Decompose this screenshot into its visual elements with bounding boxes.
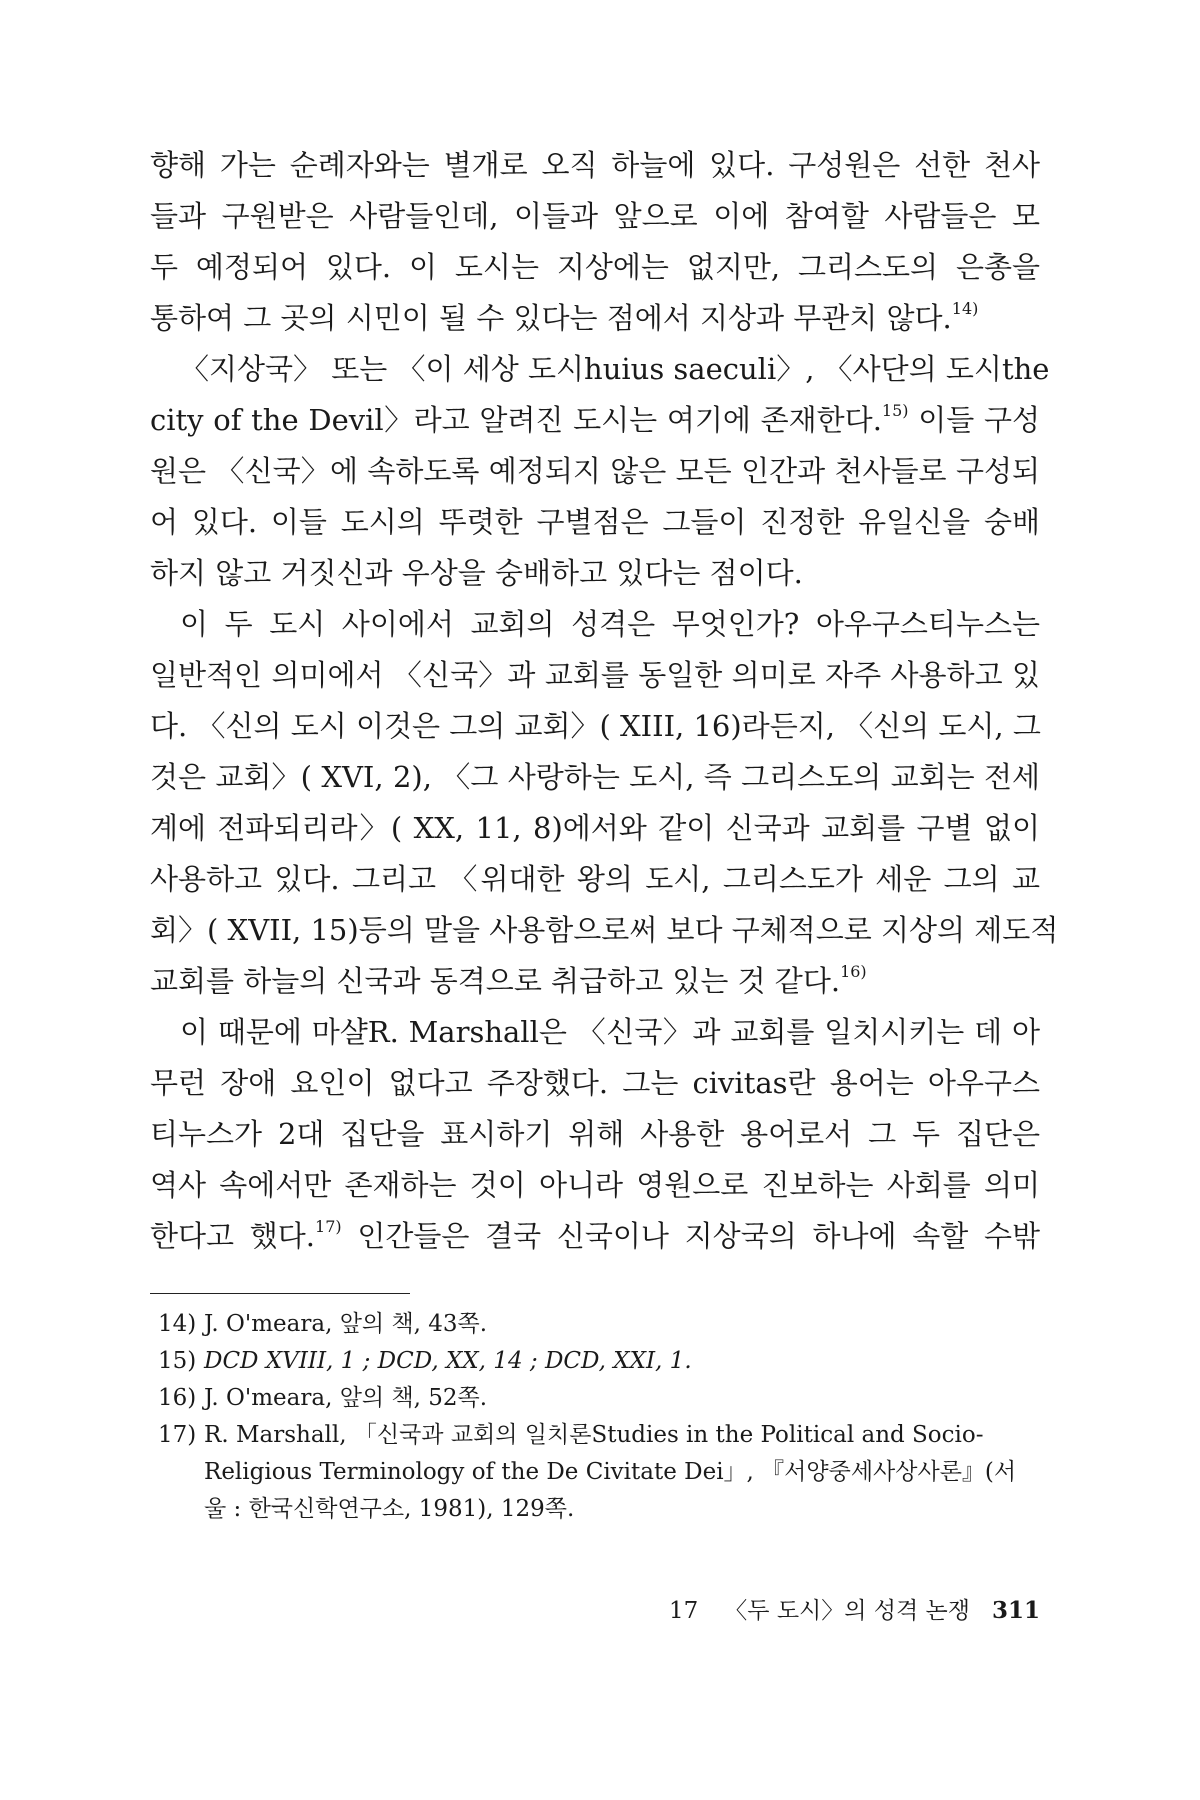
footnote-17-continued: Religious Terminology of the De Civitate Dei」, 『서양중세사상사론』(서 <box>204 1459 1017 1485</box>
running-footer <box>669 1592 1040 1625</box>
footnote-16 <box>158 1380 1058 1417</box>
page-number: 311 <box>991 1597 1040 1624</box>
footnote-text: DCD XVIII, 1 ; DCD, XX, 14 ; DCD, XXI, 1. <box>204 1348 692 1374</box>
text-line: 교회를 하늘의 신국과 동격으로 취급하고 있는 것 같다.$^{16)}$ <box>150 962 867 998</box>
text-line: 어 있다. 이들 도시의 뚜렷한 구별점은 그들이 진정한 유일신을 숭배 <box>150 505 1040 539</box>
text-line: 통하여 그 곳의 시민이 될 수 있다는 점에서 지상과 무관치 않다.$^{14)}$ <box>150 299 979 335</box>
text-line: 사용하고 있다. 그리고 〈위대한 왕의 도시, 그리스도가 세운 그의 교 <box>150 862 1040 896</box>
footnote-ref-15[interactable]: 15) <box>881 401 909 420</box>
footnote-text: J. O'meara, 앞의 책, 43쪽. <box>204 1311 488 1337</box>
footnote-ref-16[interactable]: 16) <box>840 962 867 981</box>
text-line: 두 예정되어 있다. 이 도시는 지상에는 없지만, 그리스도의 은총을 <box>150 250 1040 284</box>
footnote-number: 16) <box>158 1385 197 1411</box>
footnote-number: 17) <box>158 1422 197 1448</box>
footnote-ref-14[interactable]: 14) <box>951 299 979 318</box>
chapter-title: 〈두 도시〉의 성격 논쟁 <box>724 1598 970 1624</box>
text-line: 이 두 도시 사이에서 교회의 성격은 무엇인가? 아우구스티누스는 <box>180 607 1040 641</box>
text-line: 한다고 했다.$^{17)}$ 인간들은 결국 신국이나 지상국의 하나에 속할 수밖 <box>150 1217 1040 1253</box>
footnote-divider <box>150 1293 410 1294</box>
footnote-number: 15) <box>158 1348 197 1374</box>
text-line: 원은 〈신국〉에 속하도록 예정되지 않은 모든 인간과 천사들로 구성되 <box>150 454 1040 488</box>
footnote-14 <box>158 1306 1058 1343</box>
footnote-text: J. O'meara, 앞의 책, 52쪽. <box>204 1385 488 1411</box>
text-line: 일반적인 의미에서 〈신국〉과 교회를 동일한 의미로 자주 사용하고 있 <box>150 658 1040 692</box>
text-line: 하지 않고 거짓신과 우상을 숭배하고 있다는 점이다. <box>150 556 803 590</box>
text-line: 계에 전파되리라〉( XX, 11, 8)에서와 같이 신국과 교회를 구별 없이 <box>150 811 1040 845</box>
text-line: 것은 교회〉( XVI, 2), 〈그 사랑하는 도시, 즉 그리스도의 교회는 전세 <box>150 760 1040 794</box>
body-text <box>150 140 1059 1262</box>
footnote-15 <box>158 1343 1058 1380</box>
text-line: 무런 장애 요인이 없다고 주장했다. 그는 civitas란 용어는 아우구스 <box>150 1066 1040 1100</box>
text-line: 향해 가는 순례자와는 별개로 오직 하늘에 있다. 구성원은 선한 천사 <box>150 148 1040 182</box>
text-line: 들과 구원받은 사람들인데, 이들과 앞으로 이에 참여할 사람들은 모 <box>150 199 1040 233</box>
text-line: 〈지상국〉 또는 〈이 세상 도시huius saeculi〉, 〈사단의 도시the <box>180 352 1050 386</box>
footnote-ref-17[interactable]: 17) <box>315 1217 342 1236</box>
chapter-number: 17 <box>669 1598 699 1624</box>
text-line: city of the Devil〉라고 알려진 도시는 여기에 존재한다.$^{15)}$ 이들 구성 <box>150 401 1040 437</box>
footnote-number: 14) <box>158 1311 197 1337</box>
text-line: 티누스가 2대 집단을 표시하기 위해 사용한 용어로서 그 두 집단은 <box>150 1117 1040 1151</box>
footnote-17-continued: 울 : 한국신학연구소, 1981), 129쪽. <box>204 1496 575 1522</box>
footnotes <box>158 1306 1058 1528</box>
footnote-17 <box>158 1417 1058 1454</box>
text-line: 회〉( XVII, 15)등의 말을 사용함으로써 보다 구체적으로 지상의 제도적 <box>150 913 1059 947</box>
footnote-text: R. Marshall, 「신국과 교회의 일치론Studies in the Political and Socio- <box>204 1422 984 1448</box>
text-line: 다. 〈신의 도시 이것은 그의 교회〉( XIII, 16)라든지, 〈신의 도시, 그 <box>150 709 1041 743</box>
text-line: 이 때문에 마샬R. Marshall은 〈신국〉과 교회를 일치시키는 데 아 <box>180 1015 1040 1049</box>
text-line: 역사 속에서만 존재하는 것이 아니라 영원으로 진보하는 사회를 의미 <box>150 1168 1040 1202</box>
